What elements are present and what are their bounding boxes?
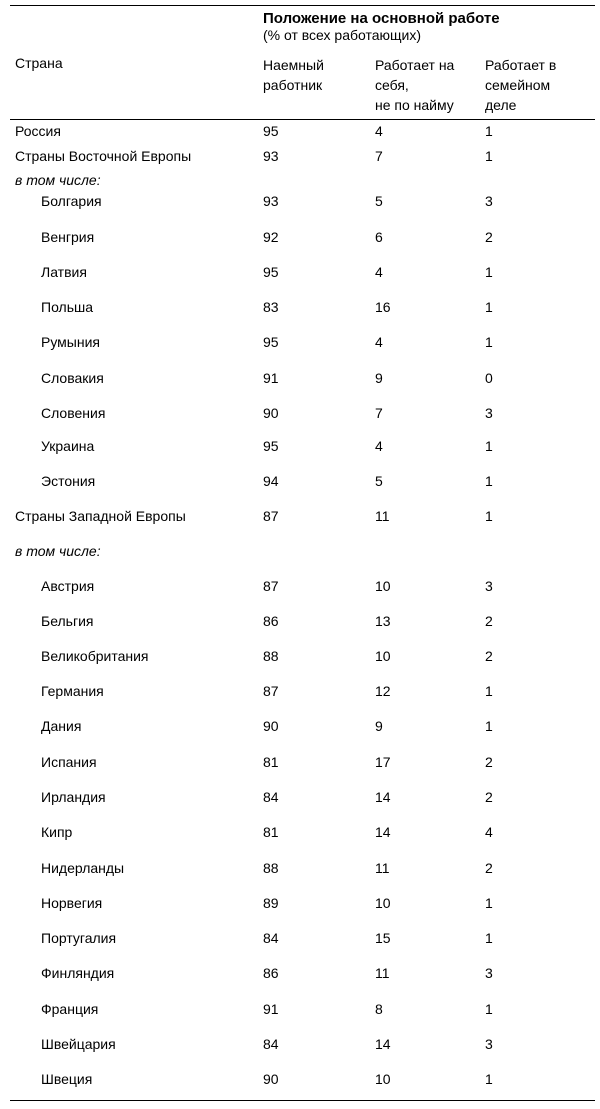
hired-worker-value: 91	[263, 370, 279, 386]
table-row	[0, 963, 600, 983]
family-business-value: 3	[485, 193, 493, 209]
country-name: Болгария	[41, 193, 102, 209]
self-employed-value: 17	[375, 754, 391, 770]
self-employed-value: 13	[375, 613, 391, 629]
hired-worker-value: 90	[263, 405, 279, 421]
self-employed-value: 9	[375, 370, 383, 386]
self-employed-value: 4	[375, 264, 383, 280]
table-row	[0, 822, 600, 842]
country-name: Польша	[41, 299, 94, 315]
country-name: Страны Западной Европы	[15, 508, 186, 524]
table-row	[0, 999, 600, 1019]
self-employed-value: 4	[375, 123, 383, 139]
hired-worker-column-header: Наемный работник	[263, 57, 324, 93]
self-employed-value: 11	[375, 860, 390, 876]
column-group-header	[263, 10, 500, 44]
self-employed-value: 9	[375, 718, 383, 734]
hired-worker-value: 81	[263, 824, 279, 840]
table-bottom-rule	[10, 1100, 595, 1101]
country-name: Швейцария	[41, 1036, 116, 1052]
self-employed-value: 14	[375, 824, 391, 840]
country-name: Кипр	[41, 824, 73, 840]
self-employed-value: 10	[375, 1071, 391, 1087]
family-business-value: 1	[485, 299, 493, 315]
country-name: Словакия	[41, 370, 104, 386]
self-employed-value: 4	[375, 334, 383, 350]
family-business-value: 0	[485, 370, 493, 386]
table-row	[0, 1034, 600, 1054]
country-name: Латвия	[41, 264, 87, 280]
country-name: Австрия	[41, 578, 95, 594]
self-employed-value: 5	[375, 473, 383, 489]
country-name: Испания	[41, 754, 97, 770]
family-business-value: 2	[485, 229, 493, 245]
table-row	[0, 332, 600, 352]
table-row	[0, 121, 600, 141]
self-employed-value: 10	[375, 578, 391, 594]
country-name: Страны Восточной Европы	[15, 148, 192, 164]
subgroup-note-row	[0, 541, 600, 561]
family-business-value: 1	[485, 683, 493, 699]
family-business-value: 1	[485, 473, 493, 489]
subgroup-note: в том числе:	[15, 172, 101, 188]
family-business-value: 3	[485, 405, 493, 421]
hired-worker-value: 95	[263, 123, 279, 139]
table-row	[0, 716, 600, 736]
hired-worker-value: 81	[263, 754, 279, 770]
family-business-value: 1	[485, 334, 493, 350]
self-employed-value: 7	[375, 405, 383, 421]
table-row	[0, 928, 600, 948]
country-name: Венгрия	[41, 229, 95, 245]
self-employed-value: 5	[375, 193, 383, 209]
table-row	[0, 146, 600, 166]
self-employed-value: 4	[375, 438, 383, 454]
self-employed-value: 6	[375, 229, 383, 245]
family-business-value: 4	[485, 824, 493, 840]
family-business-value: 3	[485, 965, 493, 981]
hired-worker-value: 91	[263, 1001, 279, 1017]
table-row	[0, 403, 600, 423]
table-row	[0, 227, 600, 247]
hired-worker-value: 95	[263, 438, 279, 454]
family-business-value: 1	[485, 438, 493, 454]
table-row	[0, 297, 600, 317]
hired-worker-value: 84	[263, 930, 279, 946]
family-business-value: 1	[485, 1001, 493, 1017]
country-name: Норвегия	[41, 895, 103, 911]
country-name: Германия	[41, 683, 104, 699]
family-business-value: 1	[485, 148, 493, 164]
family-business-value: 1	[485, 508, 493, 524]
family-business-value: 1	[485, 264, 493, 280]
table-top-rule	[10, 5, 595, 6]
self-employed-value: 11	[375, 508, 390, 524]
table-row	[0, 368, 600, 388]
hired-worker-value: 95	[263, 264, 279, 280]
family-business-value: 2	[485, 789, 493, 805]
self-employed-value: 12	[375, 683, 391, 699]
hired-worker-value: 92	[263, 229, 279, 245]
family-business-value: 1	[485, 123, 493, 139]
country-name: Швеция	[41, 1071, 93, 1087]
family-business-value: 2	[485, 754, 493, 770]
hired-worker-value: 84	[263, 1036, 279, 1052]
hired-worker-value: 95	[263, 334, 279, 350]
country-name: Эстония	[41, 473, 96, 489]
table-row	[0, 471, 600, 491]
family-business-value: 1	[485, 718, 493, 734]
family-business-value: 3	[485, 1036, 493, 1052]
hired-worker-value: 89	[263, 895, 279, 911]
column-group-title: Положение на основной работе	[263, 10, 500, 27]
table-row	[0, 436, 600, 456]
hired-worker-value: 87	[263, 508, 279, 524]
hired-worker-value: 90	[263, 1071, 279, 1087]
hired-worker-value: 84	[263, 789, 279, 805]
self-employed-value: 16	[375, 299, 391, 315]
self-employed-value: 14	[375, 789, 391, 805]
table-row	[0, 646, 600, 666]
hired-worker-value: 88	[263, 648, 279, 664]
table-row	[0, 893, 600, 913]
family-business-column-header: Работает в семейном деле	[485, 57, 557, 113]
country-name: Великобритания	[41, 648, 149, 664]
country-name: Дания	[41, 718, 82, 734]
header-bottom-rule	[10, 119, 595, 120]
table-row	[0, 681, 600, 701]
family-business-value: 1	[485, 1071, 493, 1087]
hired-worker-value: 86	[263, 613, 279, 629]
hired-worker-value: 88	[263, 860, 279, 876]
table-row	[0, 611, 600, 631]
hired-worker-value: 87	[263, 683, 279, 699]
country-name: Румыния	[41, 334, 101, 350]
table-row	[0, 858, 600, 878]
hired-worker-value: 90	[263, 718, 279, 734]
hired-worker-value: 83	[263, 299, 279, 315]
country-column-header: Страна	[15, 55, 63, 71]
country-name: Словения	[41, 405, 106, 421]
subgroup-note-row	[0, 170, 600, 190]
table-row	[0, 262, 600, 282]
self-employed-value: 7	[375, 148, 383, 164]
family-business-value: 1	[485, 930, 493, 946]
self-employed-value: 10	[375, 895, 391, 911]
country-name: Франция	[41, 1001, 99, 1017]
self-employed-value: 10	[375, 648, 391, 664]
country-name: Нидерланды	[41, 860, 125, 876]
table-row	[0, 787, 600, 807]
country-name: Россия	[15, 123, 61, 139]
column-group-subtitle: (% от всех работающих)	[263, 27, 422, 43]
table-row	[0, 506, 600, 526]
table-row	[0, 1069, 600, 1089]
hired-worker-value: 94	[263, 473, 279, 489]
table-row	[0, 752, 600, 772]
hired-worker-value: 93	[263, 193, 279, 209]
self-employed-value: 11	[375, 965, 390, 981]
table-row	[0, 191, 600, 211]
subgroup-note: в том числе:	[15, 543, 101, 559]
hired-worker-value: 87	[263, 578, 279, 594]
self-employed-value: 8	[375, 1001, 383, 1017]
country-name: Португалия	[41, 930, 117, 946]
self-employed-value: 14	[375, 1036, 391, 1052]
country-name: Ирландия	[41, 789, 106, 805]
family-business-value: 2	[485, 860, 493, 876]
family-business-value: 1	[485, 895, 493, 911]
table-row	[0, 576, 600, 596]
family-business-value: 3	[485, 578, 493, 594]
country-name: Финляндия	[41, 965, 115, 981]
hired-worker-value: 93	[263, 148, 279, 164]
country-name: Украина	[41, 438, 95, 454]
country-name: Бельгия	[41, 613, 94, 629]
family-business-value: 2	[485, 613, 493, 629]
hired-worker-value: 86	[263, 965, 279, 981]
family-business-value: 2	[485, 648, 493, 664]
self-employed-value: 15	[375, 930, 391, 946]
self-employed-column-header: Работает на себя, не по найму	[375, 57, 455, 113]
